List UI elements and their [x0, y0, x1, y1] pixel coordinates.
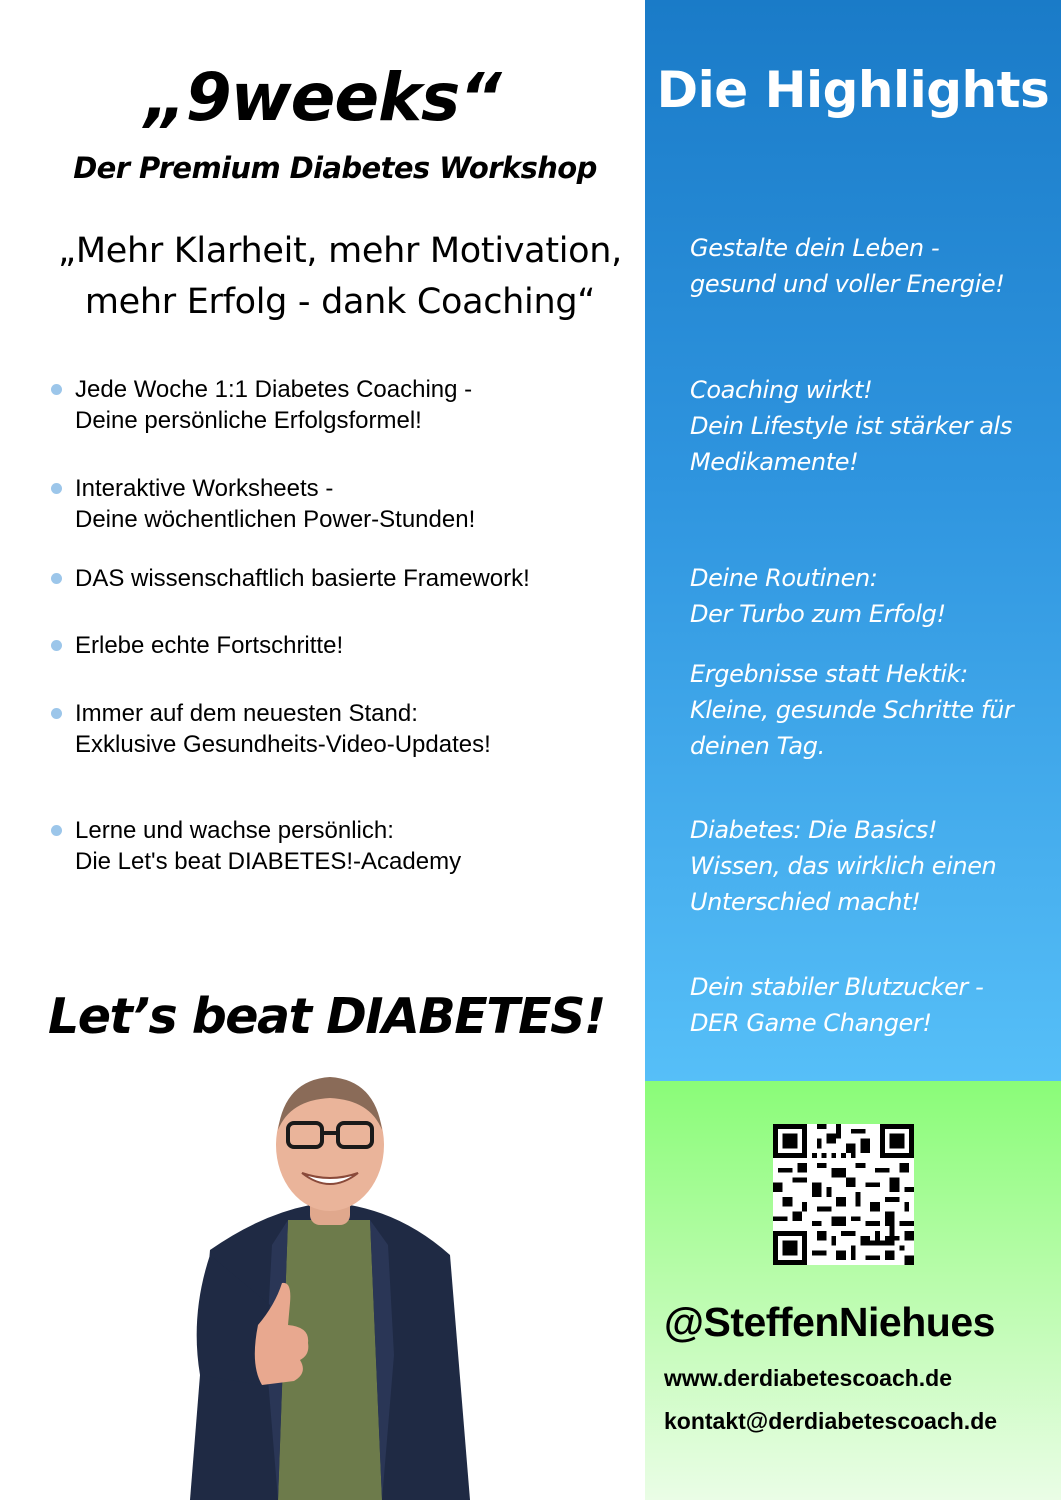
bullet-dot-icon: [51, 483, 62, 494]
quote: [30, 226, 650, 328]
bullet-dot-icon: [51, 573, 62, 584]
bullet-dot-icon: [51, 640, 62, 651]
highlight-line: Gestalte dein Leben -: [690, 234, 940, 262]
page-subtitle: Der Premium Diabetes Workshop: [73, 151, 597, 185]
bullet-item: [75, 374, 635, 436]
bullet-dot-icon: [51, 384, 62, 395]
highlight-line: Coaching wirkt!: [690, 376, 873, 404]
highlight-line: Medikamente!: [690, 448, 859, 476]
bullet-item: [75, 698, 635, 760]
bullet-line: Lerne und wachse persönlich:: [75, 817, 394, 844]
highlight-line: Diabetes: Die Basics!: [690, 816, 938, 844]
slogan: Let’s beat DIABETES!: [48, 988, 605, 1045]
highlight-line: Deine Routinen:: [690, 564, 878, 592]
highlight-line: DER Game Changer!: [690, 1009, 932, 1037]
highlight-item: [690, 372, 1050, 480]
website-link[interactable]: www.derdiabetescoach.de: [664, 1365, 953, 1391]
bullet-dot-icon: [51, 708, 62, 719]
bullet-line: Erlebe echte Fortschritte!: [75, 632, 344, 659]
bullet-line: Die Let's beat DIABETES!-Academy: [75, 848, 462, 875]
bullet-line: Deine persönliche Erfolgsformel!: [75, 407, 422, 434]
highlight-line: deinen Tag.: [690, 732, 825, 760]
highlight-item: [690, 230, 1050, 302]
email-link[interactable]: kontakt@derdiabetescoach.de: [664, 1408, 998, 1434]
highlight-line: Kleine, gesunde Schritte für: [690, 696, 1014, 724]
bullet-item: [75, 473, 635, 535]
bullet-line: Deine wöchentlichen Power-Stunden!: [75, 506, 476, 533]
highlight-line: gesund und voller Energie!: [690, 270, 1005, 298]
bullet-line: Interaktive Worksheets -: [75, 475, 334, 502]
quote-line-2: mehr Erfolg - dank Coaching“: [84, 282, 596, 322]
bullet-item: [75, 815, 635, 877]
bullet-line: DAS wissenschaftlich basierte Framework!: [75, 565, 530, 592]
bullet-line: Immer auf dem neuesten Stand:: [75, 700, 418, 727]
bullet-item: [75, 630, 635, 661]
bullet-line: Jede Woche 1:1 Diabetes Coaching -: [75, 376, 473, 403]
highlight-line: Der Turbo zum Erfolg!: [690, 600, 946, 628]
bullet-dot-icon: [51, 825, 62, 836]
social-handle[interactable]: @SteffenNiehues: [664, 1299, 995, 1345]
highlight-line: Wissen, das wirklich einen: [690, 852, 997, 880]
page-title: „9weeks“: [144, 59, 501, 136]
highlight-line: Dein Lifestyle ist stärker als: [690, 412, 1012, 440]
bullet-line: Exklusive Gesundheits-Video-Updates!: [75, 731, 491, 758]
highlight-item: [690, 656, 1050, 764]
highlight-line: Ergebnisse statt Hektik:: [690, 660, 968, 688]
highlight-line: Dein stabiler Blutzucker -: [690, 973, 984, 1001]
highlight-item: [690, 812, 1050, 920]
highlight-line: Unterschied macht!: [690, 888, 921, 916]
highlight-item: [690, 969, 1050, 1041]
bullet-item: [75, 563, 635, 594]
highlights-title: Die Highlights: [656, 61, 1050, 119]
highlight-item: [690, 560, 1050, 632]
qr-code-icon[interactable]: [773, 1124, 914, 1265]
quote-line-1: „Mehr Klarheit, mehr Motivation,: [58, 231, 622, 271]
coach-photo: [170, 1055, 490, 1500]
